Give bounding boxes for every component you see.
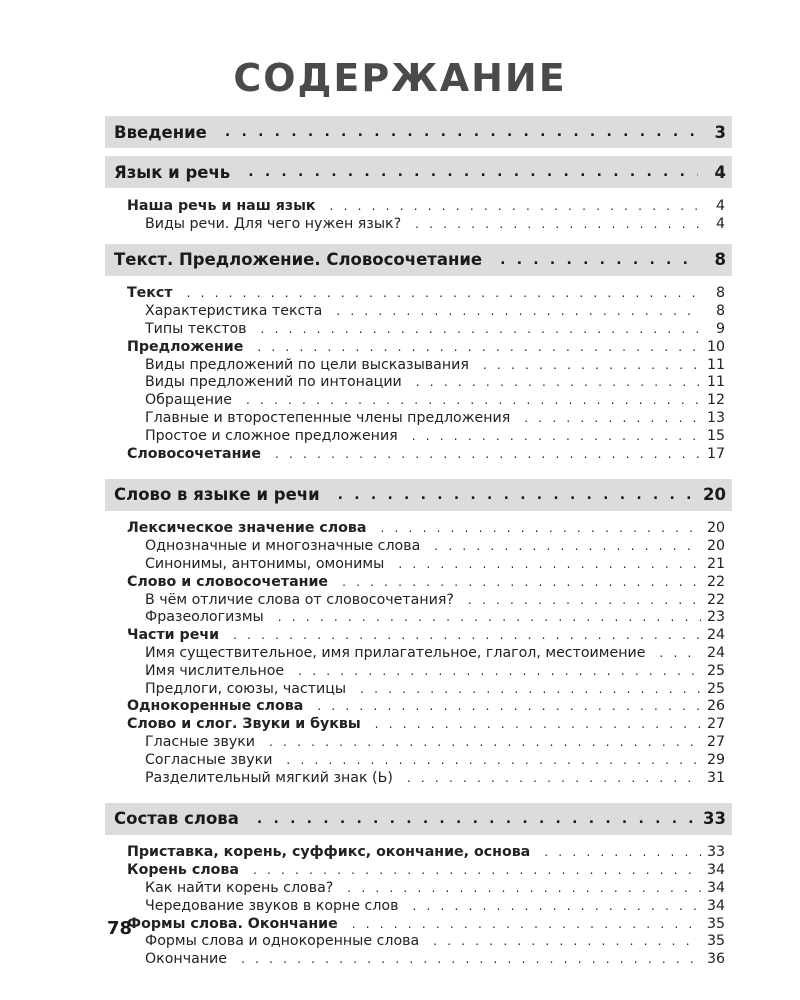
- toc-subentry[interactable]: [105, 591, 732, 609]
- entry-page-number: 8: [715, 303, 725, 320]
- dot-leader: [241, 952, 701, 966]
- entry-title: Словосочетание: [127, 445, 261, 462]
- entry-title: Фразеологизмы: [145, 609, 264, 626]
- toc-subentry[interactable]: [105, 609, 732, 627]
- entry-title: Формы слова. Окончание: [127, 915, 338, 932]
- entry-title: Имя существительное, имя прилагательное, глагол, местоимение: [145, 645, 646, 662]
- toc-subentry[interactable]: [105, 933, 732, 951]
- dot-leader: [261, 322, 701, 336]
- toc-subentry[interactable]: [105, 950, 732, 968]
- dot-leader: [412, 899, 700, 913]
- entry-title: Виды предложений по интонации: [145, 374, 402, 391]
- toc-section-entries: [105, 276, 732, 469]
- dot-leader: [269, 735, 701, 749]
- toc-subentry[interactable]: [105, 897, 732, 915]
- toc-entry[interactable]: [105, 197, 732, 215]
- toc-subentry[interactable]: [105, 733, 732, 751]
- entry-title: Как найти корень слова?: [145, 880, 334, 896]
- dot-leader: [338, 487, 697, 503]
- dot-leader: [415, 217, 701, 231]
- dot-leader: [246, 393, 701, 407]
- toc-section-entries: [105, 835, 732, 975]
- page-number: 78: [107, 918, 133, 939]
- toc-section-entries: [105, 511, 732, 793]
- toc-subentry[interactable]: [105, 537, 732, 555]
- section-title: Введение: [114, 122, 207, 142]
- entry-page-number: 35: [706, 915, 725, 932]
- dot-leader: [434, 539, 701, 553]
- toc-entry[interactable]: [105, 285, 732, 303]
- dot-leader: [380, 521, 700, 535]
- toc-section-heading[interactable]: [105, 116, 732, 148]
- entry-page-number: 4: [715, 197, 725, 214]
- entry-page-number: 31: [706, 769, 725, 786]
- dot-leader: [412, 429, 701, 443]
- entry-page-number: 36: [706, 951, 725, 968]
- entry-title: Предложение: [127, 338, 244, 355]
- toc-subentry[interactable]: [105, 302, 732, 320]
- dot-leader: [248, 164, 698, 180]
- entry-title: Характеристика текста: [145, 303, 323, 320]
- dot-leader: [187, 286, 701, 300]
- dot-leader: [398, 557, 701, 571]
- dot-leader: [659, 646, 701, 660]
- entry-page-number: 20: [706, 538, 725, 555]
- dot-leader: [336, 304, 701, 318]
- dot-leader: [317, 699, 701, 713]
- entry-page-number: 22: [706, 591, 725, 608]
- entry-title: Лексическое значение слова: [127, 520, 367, 537]
- dot-leader: [257, 340, 701, 354]
- entry-page-number: 13: [706, 410, 725, 427]
- toc-entry[interactable]: [105, 715, 732, 733]
- entry-title: Предлоги, союзы, частицы: [145, 680, 347, 697]
- dot-leader: [500, 252, 698, 268]
- entry-page-number: 11: [706, 356, 725, 373]
- dot-leader: [468, 593, 701, 607]
- entry-page-number: 9: [715, 321, 725, 338]
- entry-title: Синонимы, антонимы, омонимы: [145, 556, 385, 573]
- entry-page-number: 27: [706, 734, 725, 751]
- dot-leader: [342, 575, 701, 589]
- toc-subentry[interactable]: [105, 751, 732, 769]
- toc-entry[interactable]: [105, 844, 732, 862]
- entry-page-number: 34: [706, 862, 725, 879]
- entry-title: Однозначные и многозначные слова: [145, 538, 421, 555]
- entry-page-number: 4: [715, 215, 725, 232]
- entry-page-number: 15: [706, 427, 725, 444]
- page-title: СОДЕРЖАНИЕ: [233, 56, 567, 100]
- toc-section-heading[interactable]: [105, 156, 732, 188]
- toc-entry[interactable]: [105, 520, 732, 538]
- section-page-number: 20: [703, 485, 726, 505]
- entry-title: В чём отличие слова от словосочетания?: [145, 591, 454, 608]
- entry-page-number: 33: [706, 844, 725, 861]
- entry-page-number: 12: [706, 392, 725, 409]
- entry-page-number: 21: [706, 556, 725, 573]
- entry-page-number: 34: [706, 880, 725, 896]
- entry-page-number: 24: [706, 627, 725, 644]
- entry-title: Главные и второстепенные члены предложения: [145, 410, 511, 427]
- toc-subentry[interactable]: [105, 427, 732, 445]
- entry-title: Чередование звуков в корне слов: [145, 897, 399, 914]
- entry-page-number: 35: [706, 933, 725, 950]
- dot-leader: [225, 124, 698, 140]
- entry-title: Имя числительное: [145, 662, 285, 679]
- entry-page-number: 22: [706, 573, 725, 590]
- entry-page-number: 23: [706, 609, 725, 626]
- entry-title: Части речи: [127, 627, 220, 644]
- entry-title: Виды предложений по цели высказывания: [145, 356, 469, 373]
- entry-title: Текст: [127, 285, 173, 302]
- toc-subentry[interactable]: [105, 374, 732, 392]
- toc-subentry[interactable]: [105, 769, 732, 787]
- toc-section-entries: [105, 188, 732, 239]
- entry-page-number: 24: [706, 645, 725, 662]
- entry-title: Слово и словосочетание: [127, 573, 329, 590]
- entry-title: Виды речи. Для чего нужен язык?: [145, 215, 402, 232]
- dot-leader: [524, 411, 701, 425]
- dot-leader: [433, 934, 701, 948]
- toc-subentry[interactable]: [105, 879, 732, 897]
- toc-entry[interactable]: [105, 915, 732, 933]
- dot-leader: [352, 917, 701, 931]
- toc-subentry[interactable]: [105, 662, 732, 680]
- toc-entry[interactable]: [105, 445, 732, 463]
- toc-section-heading[interactable]: [105, 479, 732, 511]
- toc-subentry[interactable]: [105, 356, 732, 374]
- entry-title: Согласные звуки: [145, 751, 273, 768]
- entry-page-number: 10: [706, 338, 725, 355]
- entry-title: Слово и слог. Звуки и буквы: [127, 716, 361, 733]
- entry-title: Разделительный мягкий знак (Ь): [145, 769, 393, 786]
- dot-leader: [360, 682, 701, 696]
- section-page-number: 8: [714, 250, 726, 270]
- entry-title: Гласные звуки: [145, 734, 256, 751]
- toc-entry[interactable]: [105, 626, 732, 644]
- entry-page-number: 25: [706, 662, 725, 679]
- entry-page-number: 11: [706, 374, 725, 391]
- dot-leader: [407, 771, 701, 785]
- toc-section-heading[interactable]: [105, 244, 732, 276]
- dot-leader: [275, 447, 701, 461]
- dot-leader: [298, 664, 701, 678]
- dot-leader: [233, 628, 701, 642]
- section-page-number: 3: [714, 122, 726, 142]
- toc-subentry[interactable]: [105, 215, 732, 233]
- toc-subentry[interactable]: [105, 555, 732, 573]
- dot-leader: [483, 358, 701, 372]
- table-of-contents: [105, 116, 732, 974]
- dot-leader: [253, 863, 701, 877]
- dot-leader: [347, 881, 701, 895]
- entry-page-number: 25: [706, 680, 725, 697]
- toc-subentry[interactable]: [105, 644, 732, 662]
- entry-title: Окончание: [145, 951, 227, 968]
- dot-leader: [286, 753, 701, 767]
- section-title: Язык и речь: [114, 162, 231, 182]
- dot-leader: [330, 199, 701, 213]
- dot-leader: [257, 811, 697, 827]
- entry-title: Однокоренные слова: [127, 698, 304, 715]
- section-title: Слово в языке и речи: [114, 485, 320, 505]
- toc-entry[interactable]: [105, 338, 732, 356]
- entry-title: Приставка, корень, суффикс, окончание, основа: [127, 844, 531, 861]
- entry-page-number: 17: [706, 445, 725, 462]
- dot-leader: [375, 717, 701, 731]
- entry-title: Обращение: [145, 392, 232, 409]
- entry-page-number: 8: [715, 285, 725, 302]
- dot-leader: [278, 610, 701, 624]
- toc-subentry[interactable]: [105, 391, 732, 409]
- toc-entry[interactable]: [105, 861, 732, 879]
- dot-leader: [416, 375, 701, 389]
- entry-title: Корень слова: [127, 862, 239, 879]
- entry-page-number: 27: [706, 716, 725, 733]
- toc-subentry[interactable]: [105, 680, 732, 698]
- toc-entry[interactable]: [105, 698, 732, 716]
- dot-leader: [544, 845, 701, 859]
- entry-page-number: 34: [706, 897, 725, 914]
- entry-title: Простое и сложное предложения: [145, 427, 398, 444]
- entry-page-number: 29: [706, 751, 725, 768]
- section-title: Текст. Предложение. Словосочетание: [114, 250, 483, 270]
- toc-entry[interactable]: [105, 573, 732, 591]
- toc-subentry[interactable]: [105, 409, 732, 427]
- toc-subentry[interactable]: [105, 320, 732, 338]
- entry-page-number: 26: [706, 698, 725, 715]
- entry-title: Типы текстов: [145, 321, 247, 338]
- section-page-number: 4: [714, 162, 726, 182]
- entry-title: Наша речь и наш язык: [127, 197, 316, 214]
- toc-section-heading[interactable]: [105, 803, 732, 835]
- section-title: Состав слова: [114, 809, 239, 829]
- entry-page-number: 20: [706, 520, 725, 537]
- section-page-number: 33: [703, 809, 726, 829]
- entry-title: Формы слова и однокоренные слова: [145, 933, 420, 950]
